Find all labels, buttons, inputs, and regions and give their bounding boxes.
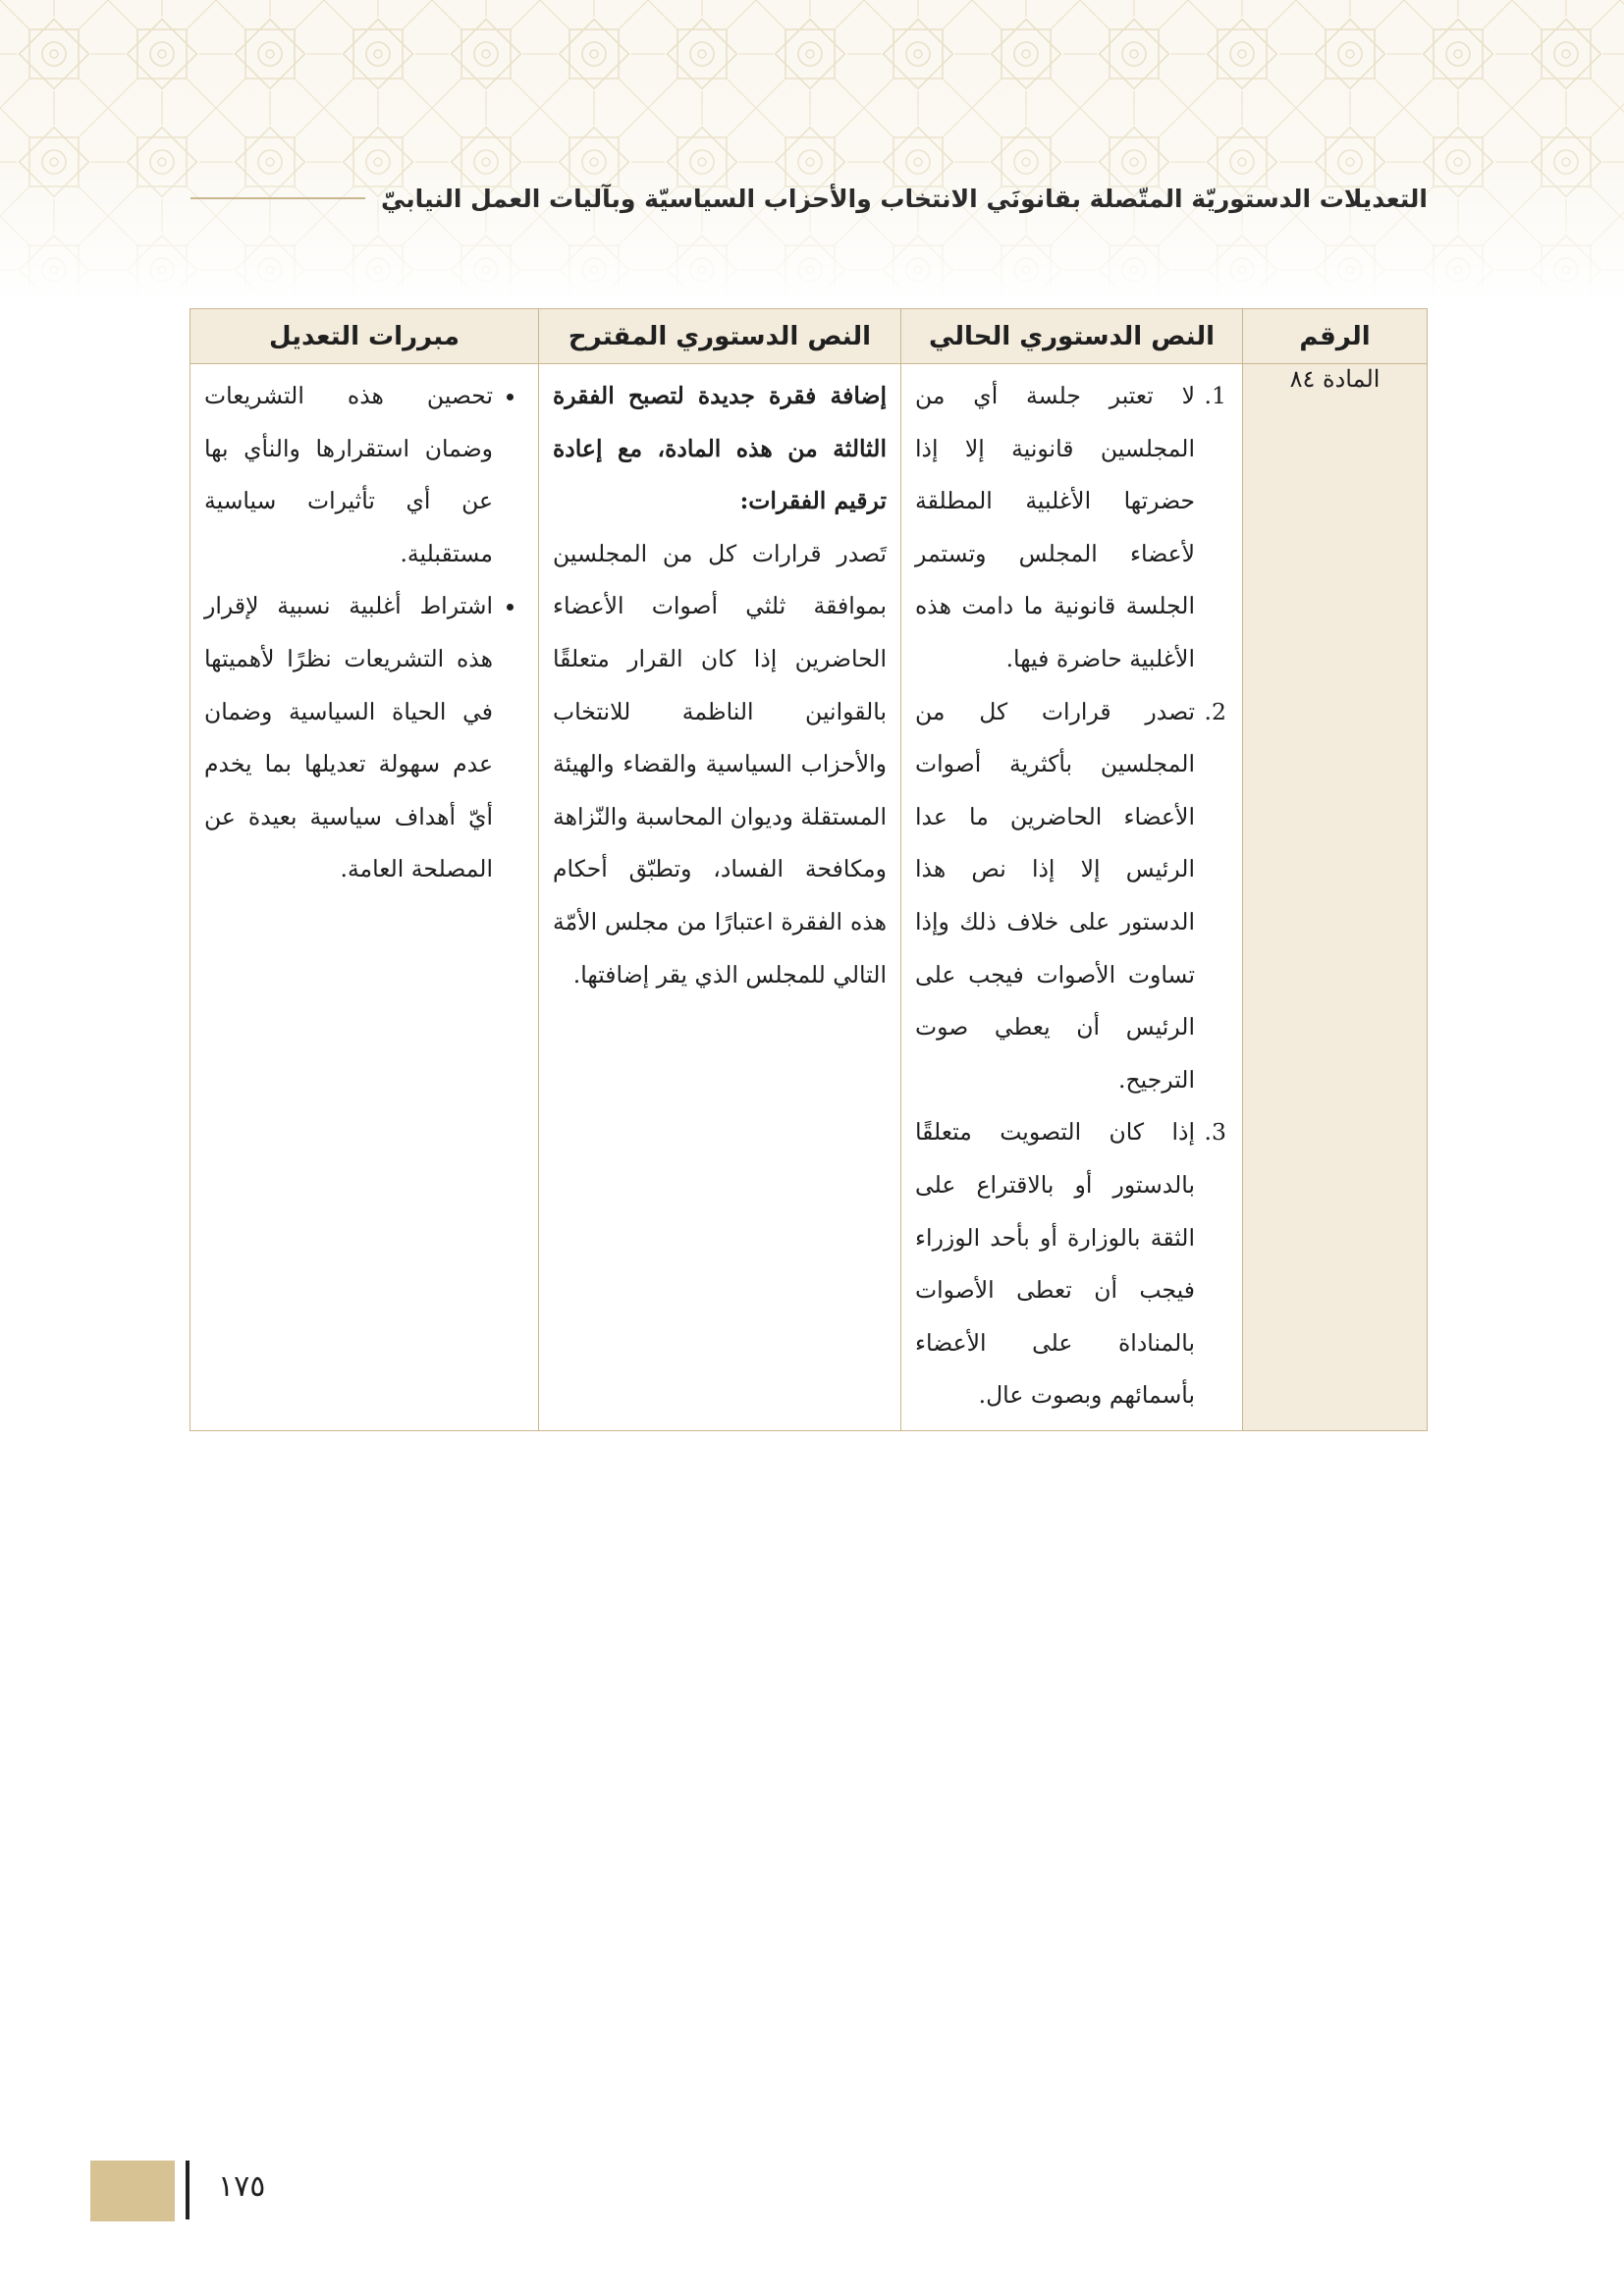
footer-tan-block [90, 2161, 175, 2221]
table-row [190, 364, 1428, 1431]
proposed-text-cell [539, 364, 901, 1431]
article-number: المادة ٨٤ [1243, 364, 1428, 1431]
running-header-title: التعديلات الدستوريّة المتّصلة بقانونَي الانتخاب والأحزاب السياسيّة وبآليات العمل النيابيّ [381, 184, 1428, 213]
current-paragraph-2: 2. تصدر قرارات كل من المجلسين بأكثرية أصوات الأعضاء الحاضرين ما عدا الرئيس إلا إذا نص هذا الدستور على خلاف ذلك وإذا تساوت الأصوات فيجب على الرئيس أن يعطي صوت الترجيح. [915, 686, 1197, 1107]
justification-list [204, 370, 524, 896]
page-number: ١٧٥ [218, 2169, 266, 2204]
amendments-table [189, 308, 1428, 1431]
justification-item-1: • تحصين هذه التشريعات وضمان استقرارها والنأي بها عن أي تأثيرات سياسية مستقبلية. [204, 370, 493, 580]
table-header-row [190, 309, 1428, 364]
footer-bar [186, 2161, 189, 2219]
proposed-lead: إضافة فقرة جديدة لتصبح الفقرة الثالثة من هذه المادة، مع إعادة ترقيم الفقرات: [553, 382, 887, 515]
current-text-list [915, 370, 1228, 1422]
header-number: الرقم [1243, 309, 1428, 364]
decorative-header-pattern [0, 0, 1624, 304]
current-text-cell [901, 364, 1243, 1431]
current-paragraph-3: 3. إذا كان التصويت متعلقًا بالدستور أو بالاقتراع على الثقة بالوزارة أو بأحد الوزراء فيجب أن تعطى الأصوات بالمناداة على الأعضاء بأسمائهم وبصوت عال. [915, 1106, 1197, 1422]
header-proposed-text: النص الدستوري المقترح [539, 309, 901, 364]
justification-item-2: • اشتراط أغلبية نسبية لإقرار هذه التشريعات نظرًا لأهميتها في الحياة السياسية وضمان عدم سهولة تعديلها بما يخدم أيّ أهداف سياسية بعيدة عن المصلحة العامة. [204, 580, 493, 896]
justification-cell [190, 364, 539, 1431]
current-paragraph-1: 1. لا تعتبر جلسة أي من المجلسين قانونية إلا إذا حضرتها الأغلبية المطلقة لأعضاء المجلس وتستمر الجلسة قانونية ما دامت هذه الأغلبية حاضرة فيها. [915, 370, 1197, 686]
running-header [190, 177, 1428, 220]
proposed-paragraph: تَصدر قرارات كل من المجلسين بموافقة ثلثي أصوات الأعضاء الحاضرين إذا كان القرار متعلقًا بالقوانين الناظمة للانتخاب والأحزاب السياسية والقضاء والهيئة المستقلة وديوان المحاسبة والنّزاهة ومكافحة الفساد، وتطبّق أحكام هذه الفقرة اعتبارًا من مجلس الأمّة التالي للمجلس الذي يقر إضافتها. [553, 539, 887, 988]
header-justification: مبررات التعديل [190, 309, 539, 364]
header-rule [190, 197, 365, 199]
header-current-text: النص الدستوري الحالي [901, 309, 1243, 364]
